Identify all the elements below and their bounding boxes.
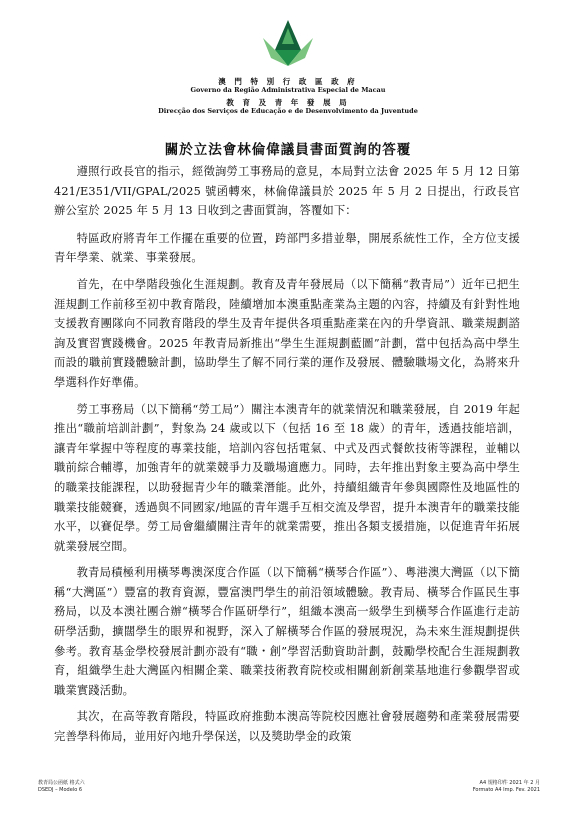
paragraph-intro: 遵照行政長官的指示，經徵詢勞工事務局的意見，本局對立法會 2025 年 5 月 12 日第 421/E351/VII/GPAL/2025 號函轉來，林倫偉議員於 2025 年 5 月 2 日提出，行政長官辦公室於 2025 年 5 月 13 日收到之書面質詢，答覆如下：: [54, 165, 520, 218]
paragraph: 勞工事務局（以下簡稱“勞工局”）關注本澳青年的就業情況和職業發展，自 2019 年起推出“職前培訓計劃”，對象為 24 歲或以下（包括 16 至 18 歲）的青年，透過技能培訓，讓青年掌握中等程度的專業技能，培訓內容包括電氣、中式及西式餐飲技術等課程，並輔以職前綜合輔導，加強青年的就業競爭力及職場適應力。同時，去年推出對象主要為高中學生的職業技能課程，以助發掘青少年的職業潛能。此外，持續組織青年參與國際性及地區性的職業技能競賽，透過與不同國家/地區的青年選手互相交流及學習，提升本澳青年的職業技能水平，以賽促學。勞工局會繼續關注青年的就業需要，推出各類支援措施，以促進青年拓展就業發展空間。: [54, 402, 520, 553]
government-logo-icon: [261, 18, 315, 70]
header-bureau-pt: Direcção dos Serviços de Educação e de Desenvolvimento da Juventude: [158, 107, 418, 115]
footer-form-pt: DSEDJ – Modelo 6: [38, 787, 83, 793]
header-government-pt: Governo da Região Administrativa Especial de Macau: [190, 86, 386, 94]
document-body: [54, 162, 520, 754]
footer-print-zh: A4 規格印件 2021 年 2 月: [479, 780, 540, 786]
footer-print-info: [473, 780, 540, 794]
header-government-zh: 澳 門 特 別 行 政 區 政 府: [218, 77, 358, 86]
footer-print-pt: Formato A4 Imp. Fev. 2021: [472, 787, 540, 793]
document-title: 關於立法會林倫偉議員書面質詢的答覆: [164, 142, 412, 158]
header-bureau-zh: 教 育 及 青 年 發 展 局: [226, 98, 350, 107]
paragraph: 教青局積極利用橫琴粵澳深度合作區（以下簡稱“橫琴合作區”）、粵港澳大灣區（以下簡稱“大灣區”）豐富的教育資源，豐富澳門學生的前沿領域體驗。教青局、橫琴合作區民生事務局，以及本澳社團合辦“橫琴合作區研學行”，組織本澳高一級學生到橫琴合作區進行走訪研學活動，擴闊學生的眼界和視野，深入了解橫琴合作區的發展現況，為未來生涯規劃提供參考。教育基金學校發展計劃亦設有“職・創”學習活動資助計劃，鼓勵學校配合生涯規劃教育，組織學生赴大灣區內相關企業、職業技術教育院校或相關創新創業基地進行參觀學習或職業實踐活動。: [54, 566, 520, 697]
paragraph: 首先，在中學階段強化生涯規劃。教育及青年發展局（以下簡稱“教青局”）近年已把生涯規劃工作前移至初中教育階段，陸續增加本澳重點產業為主題的內容，持續及有針對性地支援教育團隊向不同教育階段的學生及青年提供各項重點產業在內的升學資訊、職業規劃諮詢及實習實踐機會。2025 年教青局新推出“學生生涯規劃藍圖”計劃，當中包括為高中學生而設的職前實踐體驗計劃，協助學生了解不同行業的運作及發展、體驗職場文化，為將來升學選科作好準備。: [54, 277, 520, 389]
paragraph: 其次，在高等教育階段，特區政府推動本澳高等院校因應社會發展趨勢和產業發展需要完善學科佈局，並用好內地升學保送，以及獎助學金的政策: [54, 710, 520, 744]
paragraph: 特區政府將青年工作擺在重要的位置，跨部門多措並舉，開展系統性工作，全方位支援青年學業、就業、事業發展。: [54, 231, 520, 265]
footer-form-zh: 教青局公函紙 格式六: [38, 780, 85, 786]
footer-form-info: [38, 780, 85, 794]
